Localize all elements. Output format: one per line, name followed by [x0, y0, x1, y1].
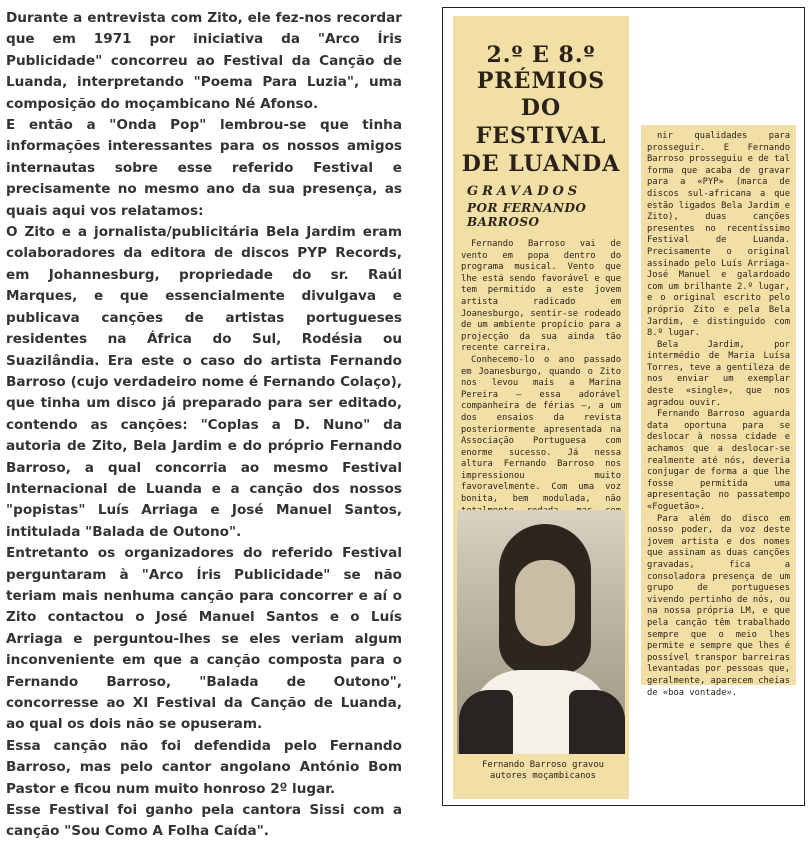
clipping-paragraph: nir qualidades para prosseguir. E Fernando Barroso prosseguiu e de tal forma que acaba de gravar para a «PYP» (marca de discos sul-africana a que estão ligados Bela Jardim e Zito), duas canções presentes no recentíssimo Festival de Luanda. Precisamente o original assinado pelo Luís Arriaga-José Manuel e galardoado com um brilhante 2.º lugar, e o original escrito pelo próprio Zito e pela Bela Jardim, e distinguido com 8.º lugar.: [647, 131, 790, 339]
article-paragraph: Durante a entrevista com Zito, ele fez-nos recordar que em 1971 por iniciativa da "Arco Íris Publicidade" concorreu ao Festival da Canção de Luanda, interpretando "Poema Para Luzia", uma composição do moçambicano Né Afonso.: [6, 10, 402, 112]
clipping-paragraph: Fernando Barroso vai de vento em popa dentro do programa musical. Vento que lhe está sendo favorável e que tem permitido a este jovem artista radicado em Joanesburgo, sentir-se rodeado de um ambiente propício para a projecção da sua ainda tão recente carreira.: [461, 239, 621, 354]
photo-face: [515, 560, 575, 646]
article-text: [6, 8, 402, 843]
clipping-column-2: [641, 125, 796, 698]
clipping-subhead: GRAVADOS: [467, 184, 582, 199]
article-paragraph: O Zito e a jornalista/publicitária Bela Jardim eram colaboradores da editora de discos PYP Records, em Johannesburg, propriedade do sr. Raúl Marques, e que essencialmente divulgava e publicava canções de artistas portugueses residentes na África do Sul, Rodésia ou Suazilândia. Era este o caso do artista Fernando Barroso (cujo verdadeiro nome é Fernando Colaço), que tinha um disco já preparado para ser editado, contendo as canções: "Coplas a D. Nuno" da autoria de Zito, Bela Jardim e do próprio Fernando Barroso, a qual concorria ao mesmo Festival Internacional de Luanda e a canção dos nossos "popistas" Luís Arriaga e José Manuel Santos, intitulada "Balada de Outono".: [6, 224, 402, 540]
clipping-headline: DE LUANDA: [461, 151, 621, 177]
photo-caption: Fernando Barroso gravou autores moçambicanos: [482, 760, 604, 781]
clipping-paragraph: Fernando Barroso aguarda data oportuna para se deslocar à nossa cidade e achamos que a deslocar-se realmente até nós, deveria conjugar de forma a que lhe fosse permitida uma apresentação no passatempo «Foguetão».: [647, 409, 790, 512]
article-paragraph: Essa canção não foi defendida pelo Fernando Barroso, mas pelo cantor angolano António Bom Pastor e ficou num muito honroso 2º lugar.: [6, 737, 402, 797]
article-paragraph: E então a "Onda Pop" lembrou-se que tinha informações interessantes para os nossos amigos internautas sobre esse referido Festival e precisamente no mesmo ano da sua presença, as quais aqui vos relatamos:: [6, 117, 402, 219]
clipping-paragraph: Bela Jardim, por intermédio de Maria Luísa Torres, teve a gentileza de nos enviar um exemplar deste «single», que nos agradou ouvir.: [647, 339, 790, 408]
clipping-body-col2: [641, 131, 796, 699]
article-paragraph: Esse Festival foi ganho pela cantora Sissi com a canção "Sou Como A Folha Caída".: [6, 802, 402, 840]
clipping-column-1: [453, 16, 629, 799]
article-paragraph: Entretanto os organizadores do referido Festival perguntaram à "Arco Íris Publicidade" se não teriam mais nenhuma canção para concorrer e aí o Zito contactou o José Manuel Santos e o Luís Arriaga e perguntou-lhes se eles veriam algum inconveniente em que a canção composta para o Fernando Barroso, "Balada de Outono", concorresse ao XI Festival da Canção de Luanda, ao qual os dois não se opuseram.: [6, 545, 402, 733]
clipping-byline: POR FERNANDO BARROSO: [467, 201, 587, 229]
clipping-paragraph: Para além do disco em nosso poder, da voz deste jovem artista e dos nomes que assinam as duas canções gravadas, fica a consoladora presença de um grupo de portugueses vivendo pertinho de nós, ou na nossa própria LM, e que pela canção têm trabalhado sempre que o meio lhes permite e sempre que lhes é possível transpor barreiras levantadas por pessoas que, geralmente, aparecem cheias de «boa vontade».: [647, 513, 790, 698]
photo-jacket: [459, 690, 513, 754]
clipping-headline: DO FESTIVAL: [475, 95, 607, 149]
clipping-headline: 2.º E 8.º PRÉMIOS: [476, 42, 606, 94]
singer-photo: [457, 510, 625, 754]
newspaper-clipping: [442, 7, 805, 806]
clipping-body-col1: [453, 239, 629, 540]
clipping-paragraph: Conhecemo-lo o ano passado em Joanesburgo, quando o Zito nos levou mais a Marina Pereira — essa adorável companheira de férias —, a um dos ensaios da revista posteriormente apresentada na Associação Portuguesa com enorme sucesso. Já nessa altura Fernando Barroso nos impressionou muito favoravelmente. Com uma voz bonita, bem modulada, não: [461, 354, 621, 505]
photo-jacket: [569, 690, 625, 754]
